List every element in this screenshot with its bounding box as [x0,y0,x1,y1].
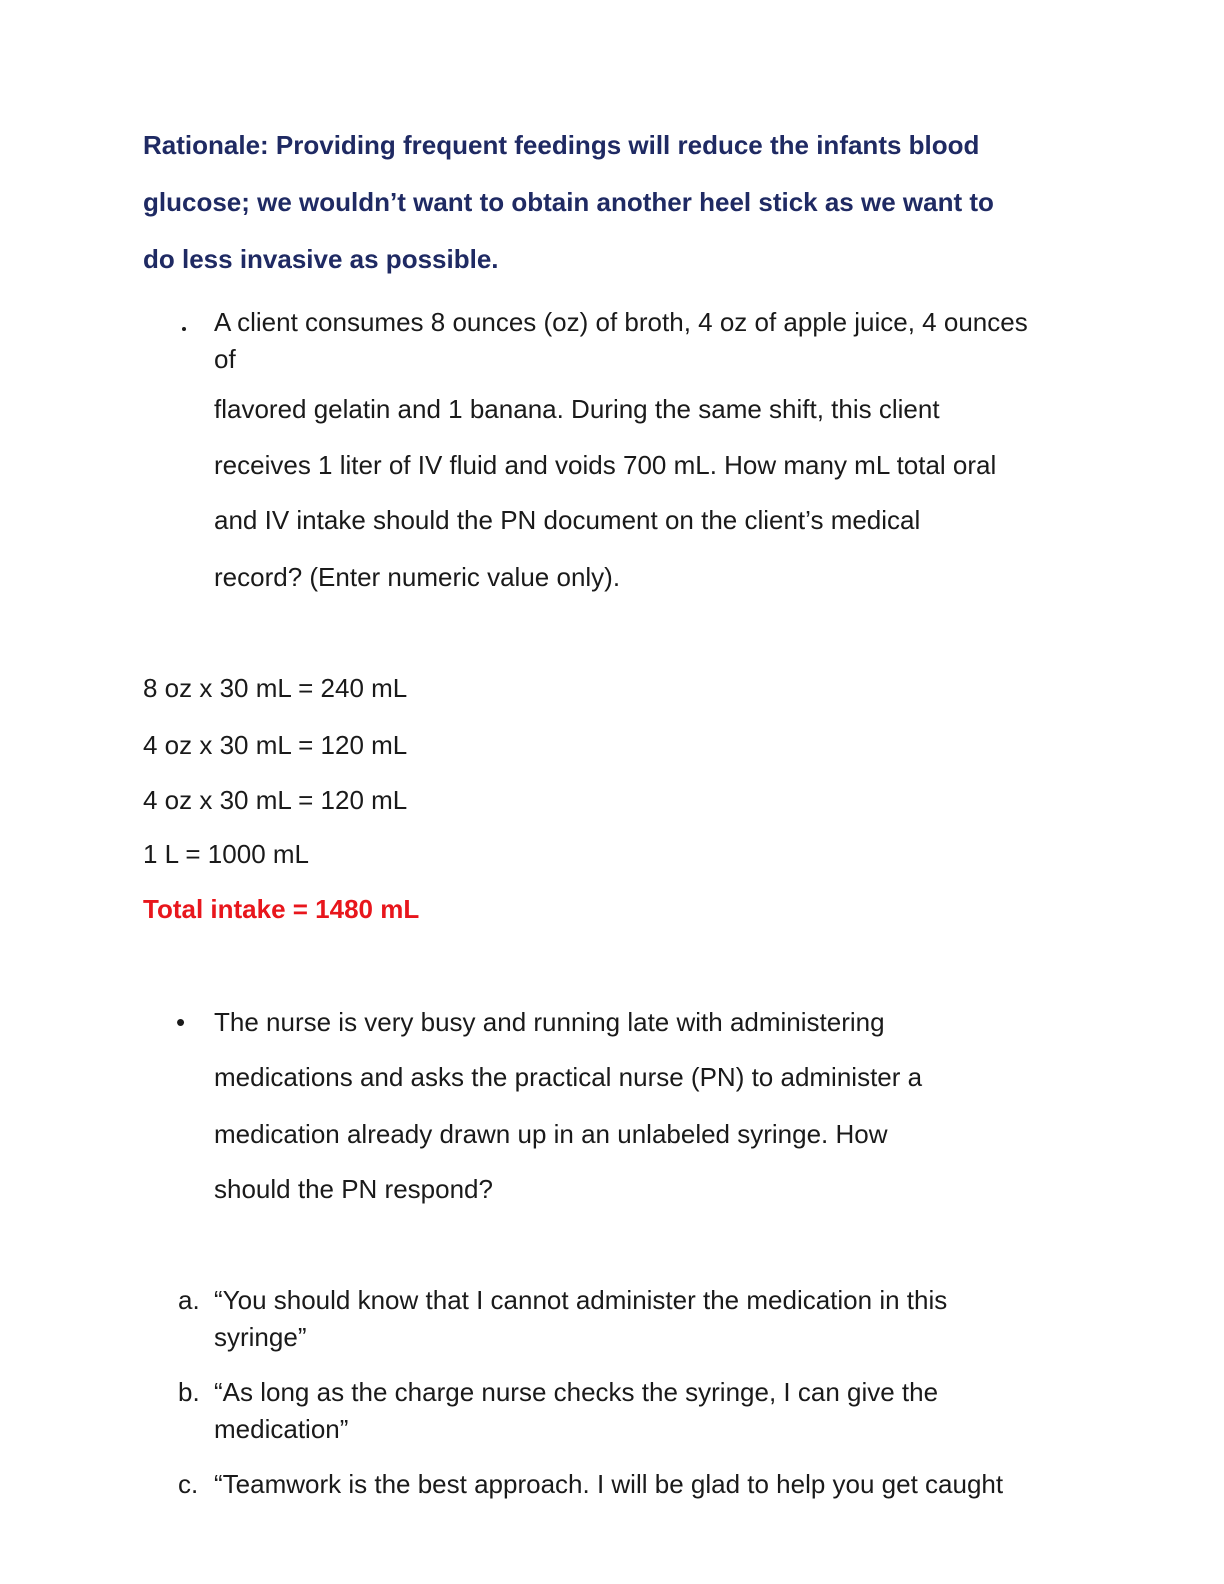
calc-step-2: 4 oz x 30 mL = 120 mL [143,730,408,760]
question1-line-6: record? (Enter numeric value only). [214,562,621,592]
rationale-line-1: Rationale: Providing frequent feedings will reduce the infants blood [143,130,980,160]
question2-line-3: medication already drawn up in an unlabeled syringe. How [214,1119,888,1149]
option-b-letter: b. [178,1377,200,1407]
calc-step-4: 1 L = 1000 mL [143,839,309,869]
option-b-line-2: medication” [214,1414,349,1444]
question2-line-1: The nurse is very busy and running late with administering [214,1007,885,1037]
total-intake: Total intake = 1480 mL [143,894,420,924]
question1-line-5: and IV intake should the PN document on the client’s medical [214,505,921,535]
question1-line-2: of [214,344,236,374]
option-a-line-2: syringe” [214,1322,307,1352]
question2-line-4: should the PN respond? [214,1174,493,1204]
calc-step-3: 4 oz x 30 mL = 120 mL [143,785,408,815]
option-a-line-1: “You should know that I cannot administer the medication in this [214,1285,948,1315]
question1-line-3: flavored gelatin and 1 banana. During the same shift, this client [214,394,940,424]
option-b-line-1: “As long as the charge nurse checks the syringe, I can give the [214,1377,939,1407]
question1-line-4: receives 1 liter of IV fluid and voids 700 mL. How many mL total oral [214,450,997,480]
option-c-line-1: “Teamwork is the best approach. I will be glad to help you get caught [214,1469,1004,1499]
bullet-dot: • [176,1007,186,1037]
calc-step-1: 8 oz x 30 mL = 240 mL [143,673,408,703]
bullet-small-dot [182,327,186,331]
question2-line-2: medications and asks the practical nurse (PN) to administer a [214,1062,923,1092]
rationale-line-3: do less invasive as possible. [143,244,499,274]
option-c-letter: c. [178,1469,199,1499]
option-a-letter: a. [178,1285,200,1315]
rationale-line-2: glucose; we wouldn’t want to obtain another heel stick as we want to [143,187,994,217]
question1-line-1: A client consumes 8 ounces (oz) of broth, 4 oz of apple juice, 4 ounces [214,307,1028,337]
